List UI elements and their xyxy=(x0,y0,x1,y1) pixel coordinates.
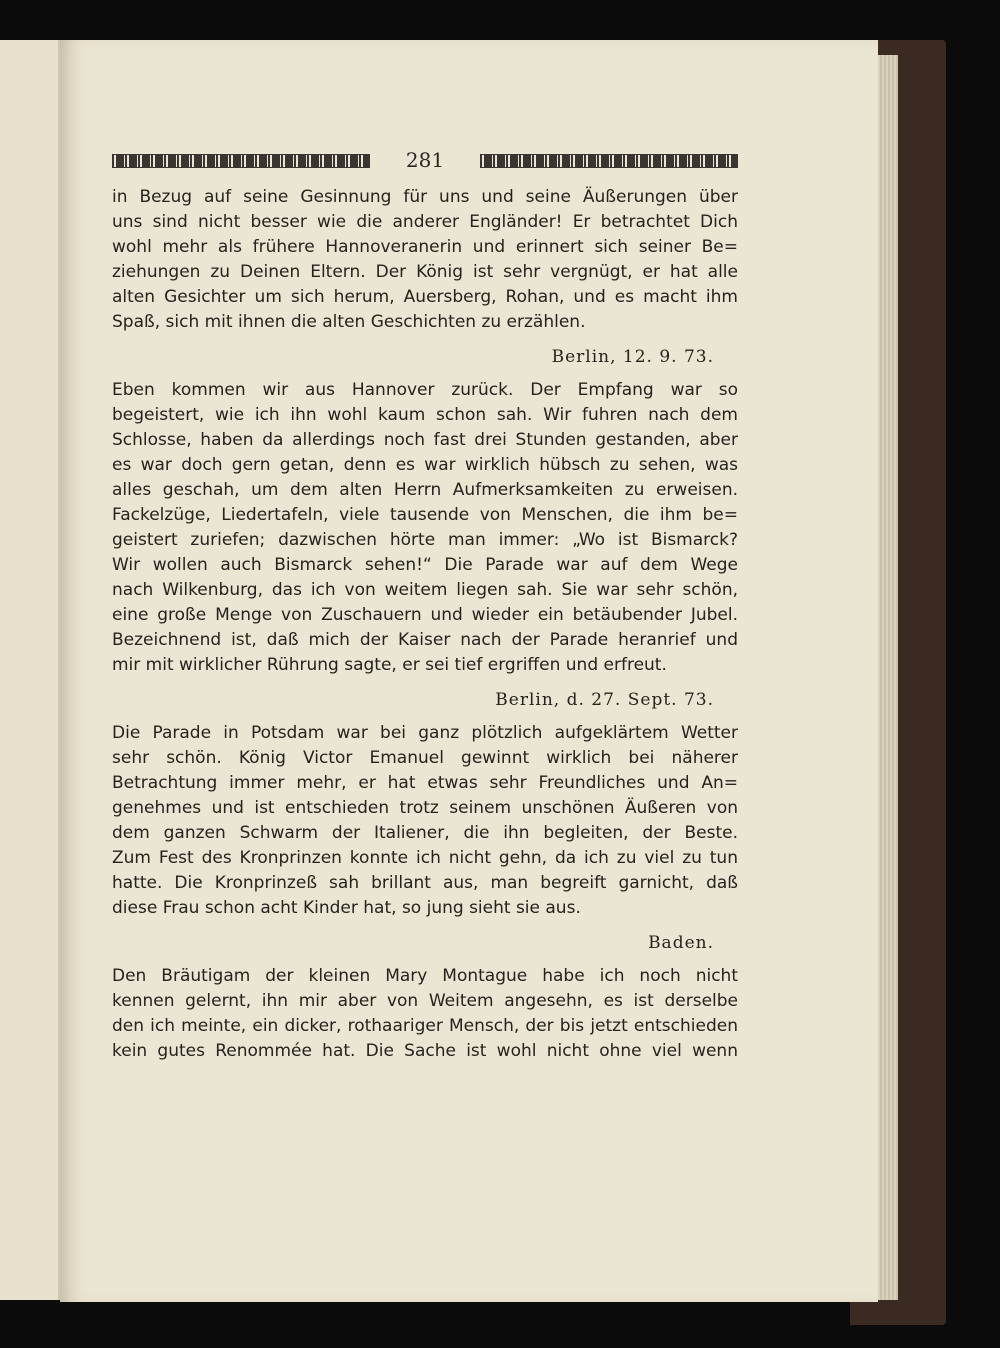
header-ornament-right xyxy=(480,154,738,168)
text-line: alten Gesichter um sich herum, Auersberg, Rohan, und es macht ihm xyxy=(112,287,738,307)
text-line: Eben kommen wir aus Hannover zurück. Der Empfang war so xyxy=(112,380,738,400)
page-body-text xyxy=(112,185,738,1064)
letter-dateline: Berlin, d. 27. Sept. 73. xyxy=(495,690,714,710)
text-line: mir mit wirklicher Rührung sagte, er sei tief ergriffen und erfreut. xyxy=(112,655,667,675)
text-line: uns sind nicht besser wie die anderer Engländer! Er betrachtet Dich xyxy=(112,212,738,232)
text-line: Betrachtung immer mehr, er hat etwas sehr Freundliches und An= xyxy=(112,773,738,793)
text-line: Zum Fest des Kronprinzen konnte ich nicht gehn, da ich zu viel zu tun xyxy=(112,848,738,868)
text-line: Spaß, sich mit ihnen die alten Geschichten zu erzählen. xyxy=(112,312,586,332)
page-number: 281 xyxy=(405,148,445,172)
text-line: Schlosse, haben da allerdings noch fast drei Stunden gestanden, aber xyxy=(112,430,738,450)
text-line: Fackelzüge, Liedertafeln, viele tausende von Menschen, die ihm be= xyxy=(112,505,738,525)
header-ornament-left xyxy=(112,154,370,168)
text-line: dem ganzen Schwarm der Italiener, die ihn begleiten, der Beste. xyxy=(112,823,738,843)
paragraph xyxy=(112,185,738,335)
text-line: kennen gelernt, ihn mir aber von Weitem angesehn, es ist derselbe xyxy=(112,991,738,1011)
text-line: nach Wilkenburg, das ich von weitem liegen sah. Sie war sehr schön, xyxy=(112,580,738,600)
text-line: begeistert, wie ich ihn wohl kaum schon sah. Wir fuhren nach dem xyxy=(112,405,738,425)
paragraph xyxy=(112,378,738,678)
text-line: eine große Menge von Zuschauern und wieder ein betäubender Jubel. xyxy=(112,605,738,625)
text-line: wohl mehr als frühere Hannoveranerin und erinnert sich seiner Be= xyxy=(112,237,738,257)
text-line: alles geschah, um dem alten Herrn Aufmerksamkeiten zu erweisen. xyxy=(112,480,738,500)
text-line: den ich meinte, ein dicker, rothaariger Mensch, der bis jetzt entschieden xyxy=(112,1016,738,1036)
facing-page-edge xyxy=(0,40,60,1300)
text-line: Die Parade in Potsdam war bei ganz plötzlich aufgeklärtem Wetter xyxy=(112,723,738,743)
paragraph xyxy=(112,964,738,1064)
text-line: kein gutes Renommée hat. Die Sache ist wohl nicht ohne viel wenn xyxy=(112,1041,738,1061)
text-line: es war doch gern getan, denn es war wirklich hübsch zu sehen, was xyxy=(112,455,738,475)
text-line: hatte. Die Kronprinzeß sah brillant aus, man begreift garnicht, daß xyxy=(112,873,738,893)
letter-dateline: Baden. xyxy=(648,933,714,953)
text-line: Wir wollen auch Bismarck sehen!“ Die Parade war auf dem Wege xyxy=(112,555,738,575)
letter-dateline: Berlin, 12. 9. 73. xyxy=(551,347,714,367)
text-line: ziehungen zu Deinen Eltern. Der König ist sehr vergnügt, er hat alle xyxy=(112,262,738,282)
paragraph xyxy=(112,721,738,921)
text-line: geistert zuriefen; dazwischen hörte man immer: „Wo ist Bismarck? xyxy=(112,530,738,550)
text-line: sehr schön. König Victor Emanuel gewinnt wirklich bei näherer xyxy=(112,748,738,768)
text-line: in Bezug auf seine Gesinnung für uns und seine Äußerungen über xyxy=(112,187,738,207)
running-header xyxy=(112,150,738,172)
text-line: Den Bräutigam der kleinen Mary Montague habe ich noch nicht xyxy=(112,966,738,986)
text-line: diese Frau schon acht Kinder hat, so jung sieht sie aus. xyxy=(112,898,581,918)
text-line: genehmes und ist entschieden trotz seinem unschönen Äußeren von xyxy=(112,798,738,818)
text-line: Bezeichnend ist, daß mich der Kaiser nach der Parade heranrief und xyxy=(112,630,738,650)
